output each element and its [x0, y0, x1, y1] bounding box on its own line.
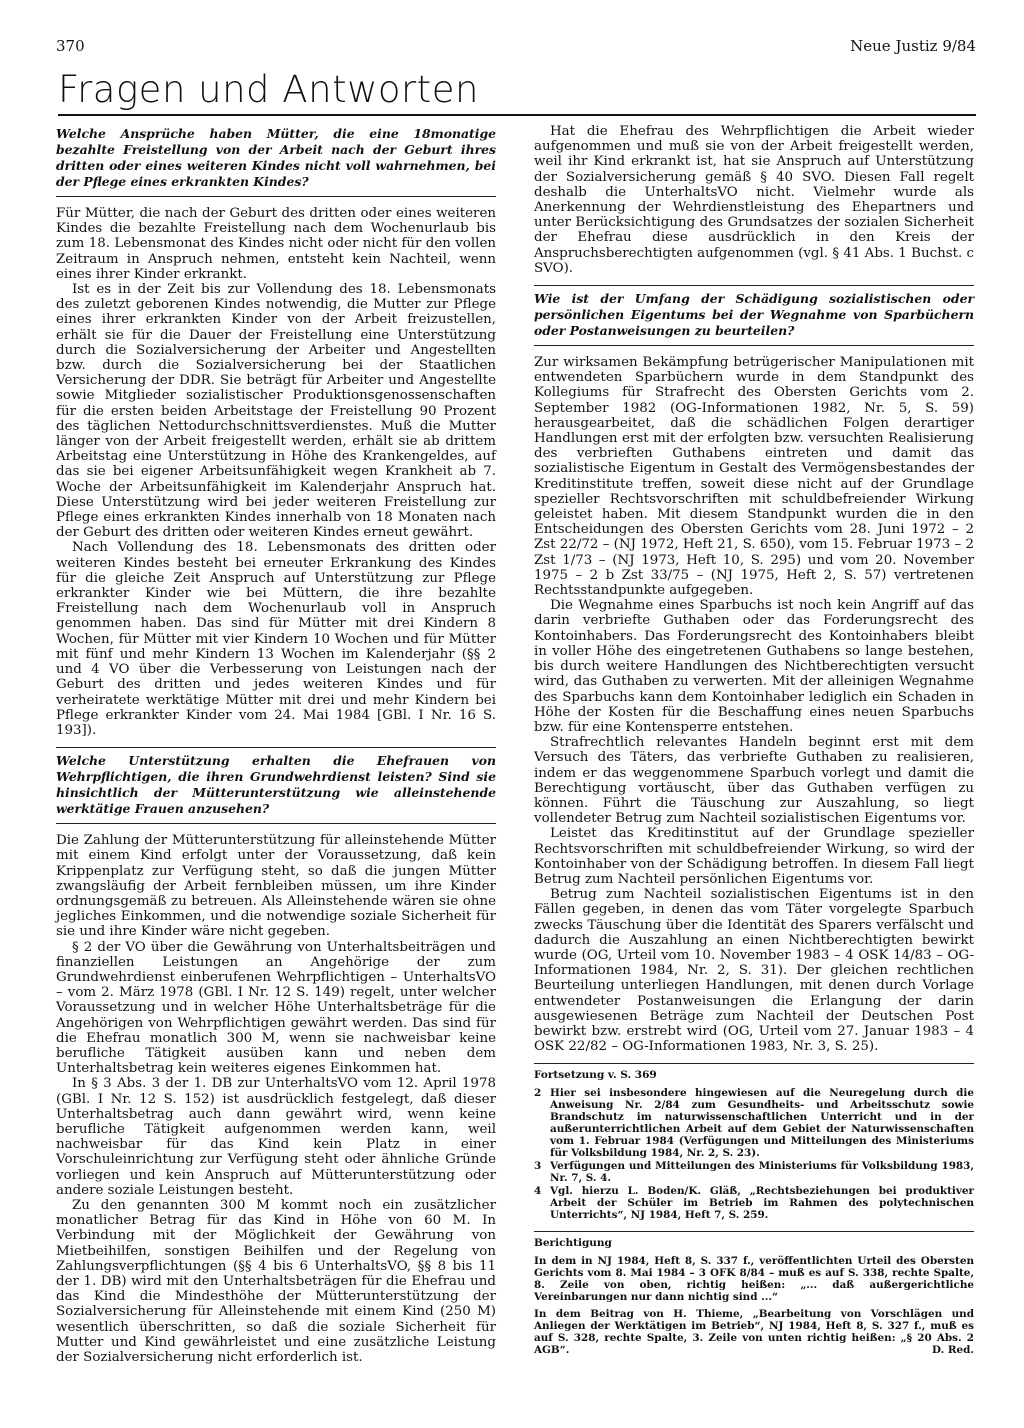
footnote-item: [534, 1185, 974, 1221]
footnote-number: 3: [534, 1160, 542, 1173]
editorial-signoff: D. Red.: [931, 1344, 974, 1357]
answer-2-paragraph: Zu den genannten 300 M kommt noch ein zusätzlicher monatlicher Betrag für das Kind in Höhe von 60 M. In Verbindung mit der Möglichkeit der Gewährung von Mietbeihilfen, sonstigen Beihilfen und der Regelung von Zahlungsverpflichtungen (§§ 4 bis 6 UnterhaltsVO, §§ 8 bis 11 der 1. DB) wird mit den Unterhaltsbeträgen für die Ehefrau und das Kind die Mindesthöhe der Mütterunterstützung der Sozialversicherung für Alleinstehende mit einem Kind (250 M) wesentlich überschritten, so daß die soziale Sicherheit für Mutter und Kind gewährleistet und eine zusätzliche Leistung der Sozialversicherung nicht erforderlich ist.: [56, 1197, 496, 1366]
berichtigung-heading: Berichtigung: [534, 1237, 612, 1250]
footnote-item: [534, 1160, 974, 1184]
answer-3-paragraph: Die Wegnahme eines Sparbuchs ist noch kein Angriff auf das darin verbriefte Guthaben oder das Forderungsrecht des Kontoinhabers. Das Forderungsrecht des Kontoinhabers bleibt in voller Höhe des eingetretenen Guthabens so lange bestehen, bis durch weitere Handlungen des Nichtberechtigten versucht wird, das Guthaben zu verwerten. Mit der alleinigen Wegnahme des Sparbuchs kann dem Kontoinhaber lediglich ein Schaden in Höhe der Kosten für die Beschaffung eines neuen Sparbuchs bzw. für eine Kontensperre entstehen.: [534, 598, 974, 735]
question-1: Welche Ansprüche haben Mütter, die eine 18monatige bezahlte Freistellung von der Arbeit nach der Geburt ihres dritten oder eines weiteren Kindes nicht voll wahrnehmen, bei der Pflege eines erkrankten Kindes?: [56, 124, 496, 197]
question-3: Wie ist der Umfang der Schädigung sozialistischen oder persönlichen Eigentums bei der Wegnahme von Sparbüchern oder Postanweisungen zu beurteilen?: [534, 285, 974, 346]
answer-2-continuation: Hat die Ehefrau des Wehrpflichtigen die Arbeit wieder aufgenommen und muß sie von der Arbeit freigestellt werden, weil ihr Kind erkrankt ist, hat sie Anspruch auf Unterstützung der Sozialversicherung gemäß § 40 SVO. Diesen Fall regelt deshalb die UnterhaltsVO nicht. Vielmehr wurde als Anerkennung der Wehrdienstleistung des Ehepartners und unter Berücksichtigung des Grundsatzes der sozialen Sicherheit der Ehefrau diese ausdrücklich in den Kreis der Anspruchsberechtigten aufgenommen (vgl. § 41 Abs. 1 Buchst. c SVO).: [534, 124, 974, 276]
berichtigung-paragraph: In dem in NJ 1984, Heft 8, S. 337 f., veröffentlichten Urteil des Obersten Gerichts vom 8. Mai 1984 – 3 OFK 8/84 – muß es auf S. 338, rechte Spalte, 8. Zeile von oben, richtig heißen: „... daß außergerichtliche Vereinbarungen nur dann nichtig sind ...“: [534, 1255, 974, 1304]
page-title: Fragen und Antworten: [58, 68, 479, 111]
left-column: [56, 124, 496, 1365]
answer-1-paragraph: Ist es in der Zeit bis zur Vollendung des 18. Lebensmonats des zuletzt geborenen Kindes notwendig, die Mutter zur Pflege eines ihrer erkrankten Kinder von der Arbeit freizustellen, erhält sie für die Dauer der Freistellung eine Unterstützung durch die Sozialversicherung der Arbeiter und Angestellten bzw. durch die Sozialversicherung bei der Staatlichen Versicherung der DDR. Sie beträgt für Arbeiter und Angestellte sowie Mitglieder sozialistischer Produktionsgenossenschaften für die ersten beiden Arbeitstage der Freistellung 90 Prozent des täglichen Nettodurchschnittsverdienstes. Muß die Mutter länger von der Arbeit freigestellt werden, erhält sie ab drittem Arbeitstag eine Unterstützung in Höhe des Krankengeldes, auf das sie bei eigener Arbeitsunfähigkeit wegen Krankheit ab 7. Woche der Arbeitsunfähigkeit im Kalenderjahr Anspruch hat. Diese Unterstützung wird bei jeder weiteren Freistellung zur Pflege eines erkrankten Kindes innerhalb von 18 Monaten nach der Geburt des dritten oder weiteren Kindes erneut gewährt.: [56, 282, 496, 541]
berichtigung-paragraph: In dem Beitrag von H. Thieme, „Bearbeitung von Vorschlägen und Anliegen der Werktätigen im Betrieb“, NJ 1984, Heft 8, S. 327 f., muß es auf S. 328, rechte Spalte, 3. Zeile von unten richtig heißen: „§ 20 Abs. 2 AGB“.: [534, 1308, 974, 1357]
footnote-number: 2: [534, 1087, 542, 1100]
question-2: Welche Unterstützung erhalten die Ehefrauen von Wehrpflichtigen, die ihren Grundwehrdienst leisten? Sind sie hinsichtlich der Mütterunterstützung wie alleinstehende werktätige Frauen anzusehen?: [56, 747, 496, 824]
footnote-text: Verfügungen und Mitteilungen des Ministeriums für Volksbildung 1983, Nr. 7, S. 4.: [550, 1160, 974, 1185]
answer-1-paragraph: Nach Vollendung des 18. Lebensmonats des dritten oder weiteren Kindes besteht bei erneuter Erkrankung des Kindes für die gleiche Zeit Anspruch auf Unterstützung zur Pflege erkrankter Kinder wie bei Müttern, die ihre bezahlte Freistellung nach dem Wochenurlaub voll in Anspruch genommen haben. Das sind für Mütter mit drei Kindern 8 Wochen, für Mütter mit vier Kindern 10 Wochen und für Mütter mit fünf und mehr Kindern 13 Wochen im Kalenderjahr (§§ 2 und 4 VO über die Verbesserung von Leistungen nach der Geburt des dritten und jedes weiteren Kindes und für verheiratete werktätige Mütter mit drei und mehr Kindern bei Pflege erkrankter Kinder vom 24. Mai 1984 [GBl. I Nr. 16 S. 193]).: [56, 540, 496, 738]
answer-3-paragraph: Betrug zum Nachteil sozialistischen Eigentums ist in den Fällen gegeben, in denen das vom Täter vorgelegte Sparbuch zwecks Täuschung über die Identität des Sparers verfälscht und dadurch die Auszahlung an einen Nichtberechtigten bewirkt wurde (OG, Urteil vom 10. November 1983 – 4 OSK 14/83 – OG-Informationen 1984, Nr. 2, S. 31). Der gleichen rechtlichen Beurteilung unterliegen Handlungen, mit denen durch Vorlage entwendeter Postanweisungen die Erlangung der darin ausgewiesenen Beträge zum Nachteil der Deutschen Post bewirkt bzw. erstrebt wird (OG, Urteil vom 27. Januar 1983 – 4 OSK 22/82 – OG-Informationen 1983, Nr. 3, S. 25).: [534, 887, 974, 1055]
fortsetzung-heading: Fortsetzung v. S. 369: [534, 1069, 657, 1082]
answer-3-paragraph: Strafrechtlich relevantes Handeln beginnt erst mit dem Versuch des Täters, das verbriefte Guthaben zu realisieren, indem er das weggenommene Sparbuch vorlegt und damit die Berechtigung vortäuscht, über das Guthaben verfügen zu können. Führt die Täuschung zur Auszahlung, so liegt vollendeter Betrug zum Nachteil sozialistischen Eigentums vor.: [534, 735, 974, 827]
footnote-text: Hier sei insbesondere hingewiesen auf die Neuregelung durch die Anweisung Nr. 2/84 zum Gesundheits- und Arbeitsschutz sowie Brandschutz im naturwissenschaftlichen Unterricht und in der außerunterrichtlichen Arbeit auf dem Gebiet der Naturwissenschaften vom 1. Februar 1984 (Verfügungen und Mitteilungen des Ministeriums für Volksbildung 1984, Nr. 2, S. 23).: [550, 1087, 974, 1160]
answer-1-paragraph: Für Mütter, die nach der Geburt des dritten oder eines weiteren Kindes die bezahlte Freistellung nach dem Wochenurlaub bis zum 18. Lebensmonat des Kindes nicht oder nicht für den vollen Zeitraum in Anspruch nehmen, entsteht kein Nachteil, wenn eines ihrer Kinder erkrankt.: [56, 206, 496, 282]
footnote-list: [534, 1087, 974, 1221]
footnote-item: [534, 1087, 974, 1159]
footnote-text: Vgl. hierzu L. Boden/K. Gläß, „Rechtsbeziehungen bei produktiver Arbeit der Schüler im Betrieb im Rahmen des polytechnischen Unterrichts“, NJ 1984, Heft 7, S. 259.: [550, 1185, 974, 1222]
journal-issue: Neue Justiz 9/84: [850, 37, 976, 55]
answer-3-paragraph: Leistet das Kreditinstitut auf der Grundlage spezieller Rechtsvorschriften mit schuldbefreiender Wirkung, so wird der Kontoinhaber von der Schädigung betroffen. In diesem Fall liegt Betrug zum Nachteil persönlichen Eigentums vor.: [534, 826, 974, 887]
answer-2-paragraph: § 2 der VO über die Gewährung von Unterhaltsbeiträgen und finanziellen Leistungen an Angehörige der zum Grundwehrdienst einberufenen Wehrpflichtigen – UnterhaltsVO – vom 2. März 1978 (GBl. I Nr. 12 S. 149) regelt, unter welcher Voraussetzung und in welcher Höhe Unterhaltsbeträge für die Angehörigen von Wehrpflichtigen gewährt werden. Das sind für die Ehefrau monatlich 300 M, wenn sie nachweisbar keine berufliche Tätigkeit ausüben kann und neben dem Unterhaltsbetrag kein weiteres eigenes Einkommen hat.: [56, 939, 496, 1077]
right-column: [534, 124, 974, 1356]
answer-3-paragraph: Zur wirksamen Bekämpfung betrügerischer Manipulationen mit entwendeten Sparbüchern wurde in dem Standpunkt des Kollegiums für Strafrecht des Obersten Gerichts vom 2. September 1982 (OG-Informationen 1982, Nr. 5, S. 59) herausgearbeitet, daß die schädlichen Folgen derartiger Handlungen erst mit der erfolgten bzw. versuchten Realisierung des verbrieften Guthabens eintreten und damit das sozialistische Eigentum in Gestalt des Vermögensbestandes der Kreditinstitute treffen, soweit diese nicht auf der Grundlage spezieller Rechtsvorschriften mit schuldbefreiender Wirkung geleistet haben. Mit diesem Standpunkt wurden die in den Entscheidungen des Obersten Gerichts vom 28. Juni 1972 – 2 Zst 22/72 – (NJ 1972, Heft 21, S. 650), vom 15. Februar 1973 – 2 Zst 1/73 – (NJ 1973, Heft 10, S. 295) und vom 20. November 1975 – 2 b Zst 33/75 – (NJ 1975, Heft 2, S. 57) vertretenen Rechtsstandpunkte aufgegeben.: [534, 355, 974, 599]
answer-2-paragraph: Die Zahlung der Mütterunterstützung für alleinstehende Mütter mit einem Kind erfolgt unter der Voraussetzung, daß kein Krippenplatz zur Verfügung steht, so daß die jungen Mütter zwangsläufig der Arbeit fernbleiben müssen, um ihre Kinder ordnungsgemäß zu betreuen. Als Alleinstehende wären sie ohne jegliches Einkommen, und die notwendige soziale Sicherheit für sie und ihre Kinder wäre nicht gegeben.: [56, 833, 496, 940]
title-rule: [58, 114, 976, 116]
footnote-number: 4: [534, 1185, 542, 1198]
answer-2-paragraph: In § 3 Abs. 3 der 1. DB zur UnterhaltsVO vom 12. April 1978 (GBl. I Nr. 12 S. 152) ist ausdrücklich festgelegt, daß dieser Unterhaltsbetrag auch dann gewährt wird, wenn keine berufliche Tätigkeit aufgenommen werden kann, weil nachweisbar für das Kind kein Platz in einer Vorschuleinrichtung zur Verfügung steht oder ähnliche Gründe vorliegen und kein Anspruch auf Mütterunterstützung oder andere soziale Leistungen besteht.: [56, 1076, 496, 1198]
page-number: 370: [56, 37, 85, 55]
